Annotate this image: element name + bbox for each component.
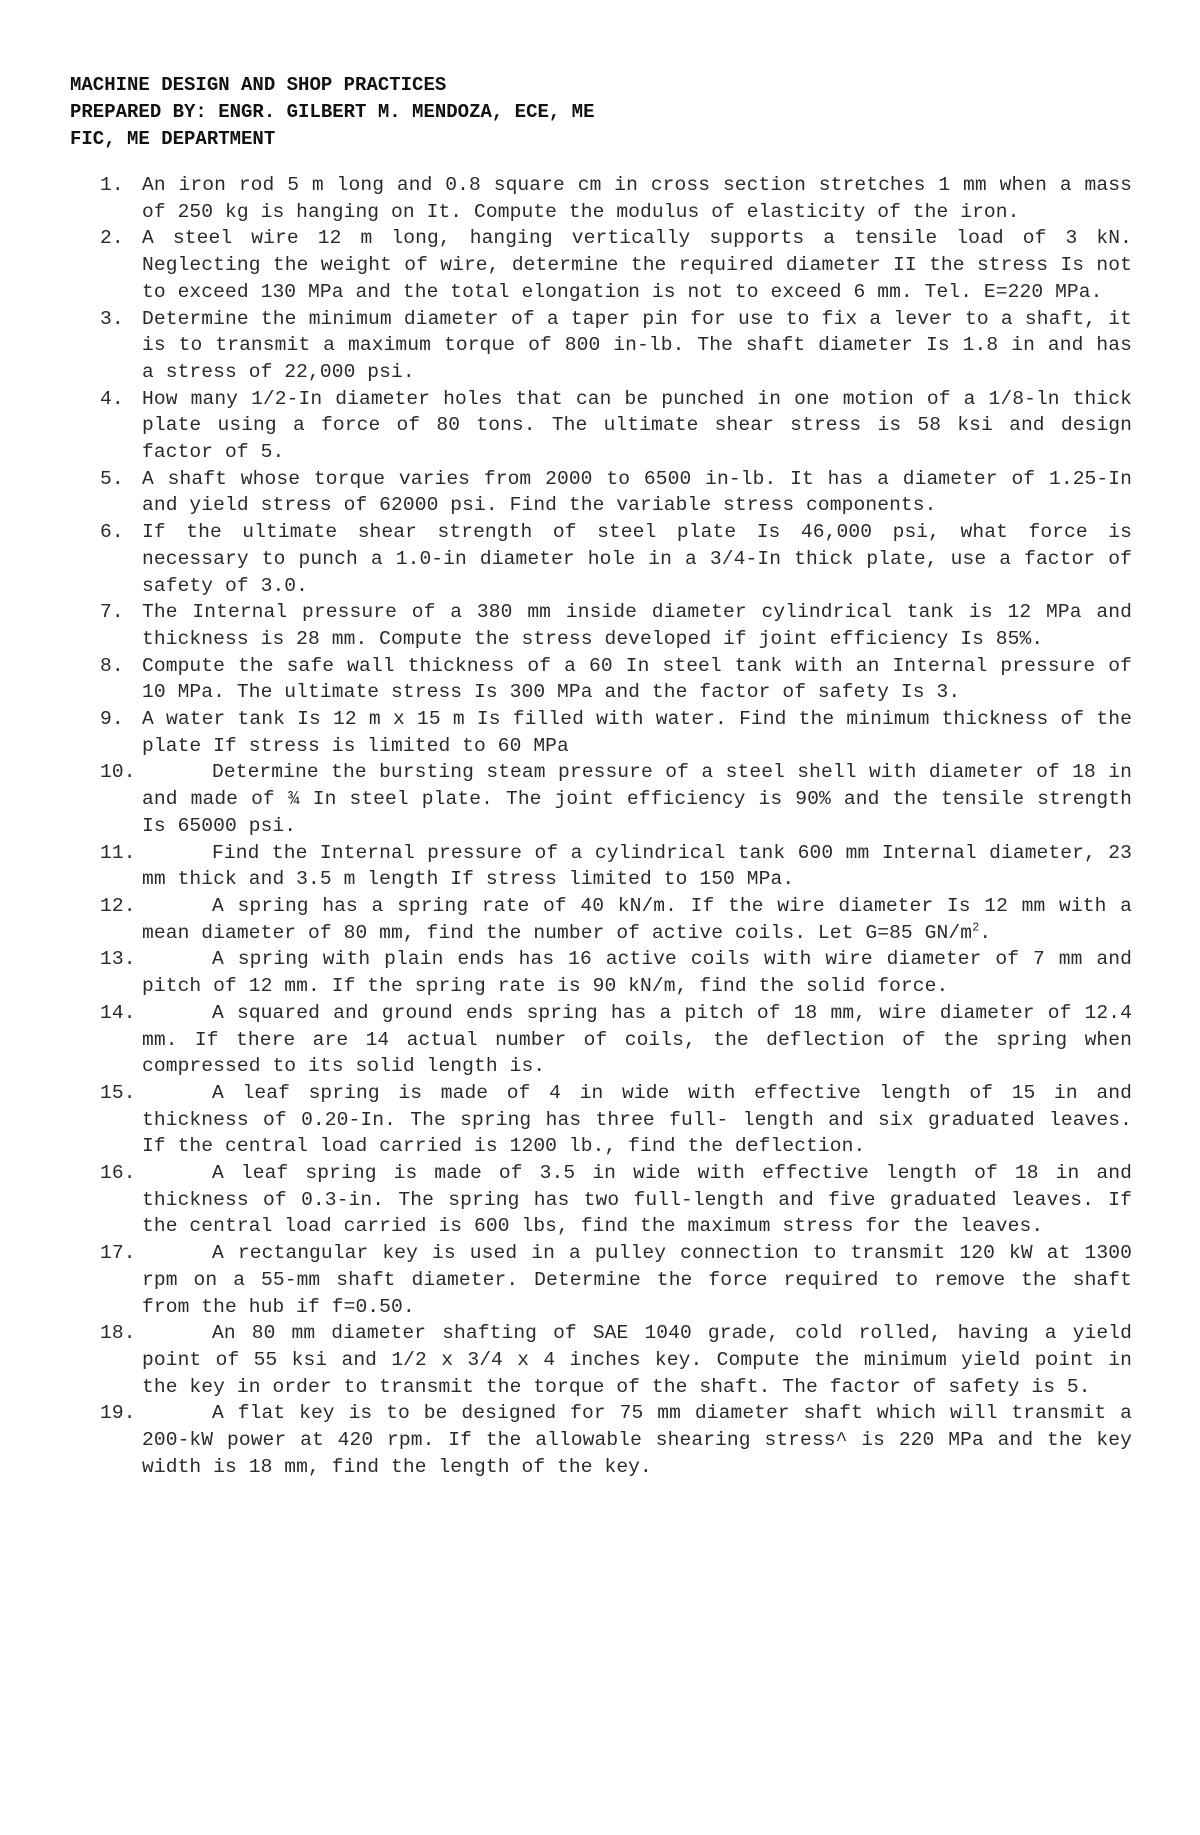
problem-suffix: . [979,921,992,944]
problem-number: 15. [100,1081,136,1104]
document-header [70,72,595,153]
problem-text: A water tank Is 12 m x 15 m Is filled with water. Find the minimum thickness of the plate If stress is limited to 60 MPa [142,708,1132,757]
problem-item [100,1320,1132,1400]
problem-text: A squared and ground ends spring has a pitch of 18 mm, wire diameter of 12.4 mm. If there are 14 actual number of coils, the deflection of the spring when compressed to its solid length is. [142,1001,1132,1078]
problem-item [100,706,1132,759]
problem-item [100,946,1132,999]
problem-text: An iron rod 5 m long and 0.8 square cm in cross section stretches 1 mm when a mass of 250 kg is hanging on It. Compute the modulus of elasticity of the iron. [142,174,1132,223]
problem-number: 2. [100,227,124,250]
problem-text: If the ultimate shear strength of steel plate Is 46,000 psi, what force is necessary to punch a 1.0-in diameter hole in a 3/4-In thick plate, use a factor of safety of 3.0. [142,521,1132,597]
problem-text: A spring has a spring rate of 40 kN/m. If the wire diameter Is 12 mm with a mean diameter of 80 mm, find the number of active coils. Let G=85 GN/m [142,894,1132,944]
problem-number: 7. [100,601,124,624]
problem-item [100,1160,1132,1240]
problem-number: 19. [100,1402,136,1425]
problem-item [100,519,1132,599]
problem-item [100,599,1132,652]
problem-item [100,840,1132,893]
problem-text: A leaf spring is made of 3.5 in wide with effective length of 18 in and thickness of 0.3-in. The spring has two full-length and five graduated leaves. If the central load carried is 600 lbs, find the maximum stress for the leaves. [142,1162,1132,1238]
problem-number: 12. [100,894,136,917]
problem-item [100,1240,1132,1320]
problem-text: A steel wire 12 m long, hanging vertically supports a tensile load of 3 kN. Neglecting the weight of wire, determine the required diameter II the stress Is not to exceed 130 MPa and the total elongation is not to exceed 6 mm. Tel. E=220 MPa. [142,227,1132,303]
problem-number: 14. [100,1001,136,1024]
problem-number: 10. [100,761,136,784]
problem-text: Determine the bursting steam pressure of a steel shell with diameter of 18 in and made of ¾ In steel plate. The joint efficiency is 90% and the tensile strength Is 65000 psi. [142,761,1132,837]
problem-text: A spring with plain ends has 16 active coils with wire diameter of 7 mm and pitch of 12 mm. If the spring rate is 90 kN/m, find the solid force. [142,948,1132,998]
problem-text: A leaf spring is made of 4 in wide with effective length of 15 in and thickness of 0.20-In. The spring has three full- length and six graduated leaves. If the central load carried is 1200 lb., find the deflection. [142,1081,1132,1158]
problem-text: A flat key is to be designed for 75 mm diameter shaft which will transmit a 200-kW power at 420 rpm. If the allowable shearing stress^ is 220 MPa and the key width is 18 mm, find the length of the key. [142,1402,1132,1478]
problem-item [100,466,1132,519]
problem-item [100,306,1132,386]
problem-item [100,172,1132,225]
problem-item [100,386,1132,466]
superscript: 2 [972,920,980,935]
problem-number: 18. [100,1322,136,1345]
problem-number: 13. [100,948,136,971]
problem-item [100,759,1132,839]
problem-item [100,225,1132,305]
problem-text: The Internal pressure of a 380 mm inside diameter cylindrical tank is 12 MPa and thickness is 28 mm. Compute the stress developed if joint efficiency Is 85%. [142,601,1132,650]
problem-item [100,1000,1132,1080]
problem-number: 1. [100,174,124,196]
problem-number: 9. [100,708,124,731]
problem-text: A shaft whose torque varies from 2000 to 6500 in-lb. It has a diameter of 1.25-In and yield stress of 62000 psi. Find the variable stress components. [142,467,1132,517]
problem-item [100,1080,1132,1160]
problem-number: 6. [100,521,124,544]
problem-list [100,172,1132,1480]
problem-text: An 80 mm diameter shafting of SAE 1040 grade, cold rolled, having a yield point of 55 ksi and 1/2 x 3/4 x 4 inches key. Compute the minimum yield point in the key in order to transmit the torque of the shaft. The factor of safety is 5. [142,1322,1132,1398]
problem-number: 4. [100,387,124,410]
problem-text: Find the Internal pressure of a cylindrical tank 600 mm Internal diameter, 23 mm thick and 3.5 m length If stress limited to 150 MPa. [142,841,1132,891]
problem-number: 16. [100,1162,136,1185]
problem-number: 11. [100,841,136,864]
department: FIC, ME DEPARTMENT [70,128,276,150]
problem-number: 5. [100,467,124,490]
prepared-by: PREPARED BY: ENGR. GILBERT M. MENDOZA, ECE, ME [70,101,595,123]
problem-item [100,1400,1132,1480]
problem-text: Compute the safe wall thickness of a 60 In steel tank with an Internal pressure of 10 MPa. The ultimate stress Is 300 MPa and the factor of safety Is 3. [142,654,1132,704]
problem-text: Determine the minimum diameter of a taper pin for use to fix a lever to a shaft, it is to transmit a maximum torque of 800 in-lb. The shaft diameter Is 1.8 in and has a stress of 22,000 psi. [142,307,1132,383]
course-title: MACHINE DESIGN AND SHOP PRACTICES [70,74,447,96]
problem-number: 8. [100,654,124,677]
problem-text: A rectangular key is used in a pulley connection to transmit 120 kW at 1300 rpm on a 55-mm shaft diameter. Determine the force required to remove the shaft from the hub if f=0.50. [142,1242,1132,1318]
problem-text: How many 1/2-In diameter holes that can be punched in one motion of a 1/8-ln thick plate using a force of 80 tons. The ultimate shear stress is 58 ksi and design factor of 5. [142,387,1132,464]
problem-number: 3. [100,307,124,330]
problem-item [100,653,1132,706]
problem-item [100,893,1132,946]
problem-number: 17. [100,1242,136,1265]
